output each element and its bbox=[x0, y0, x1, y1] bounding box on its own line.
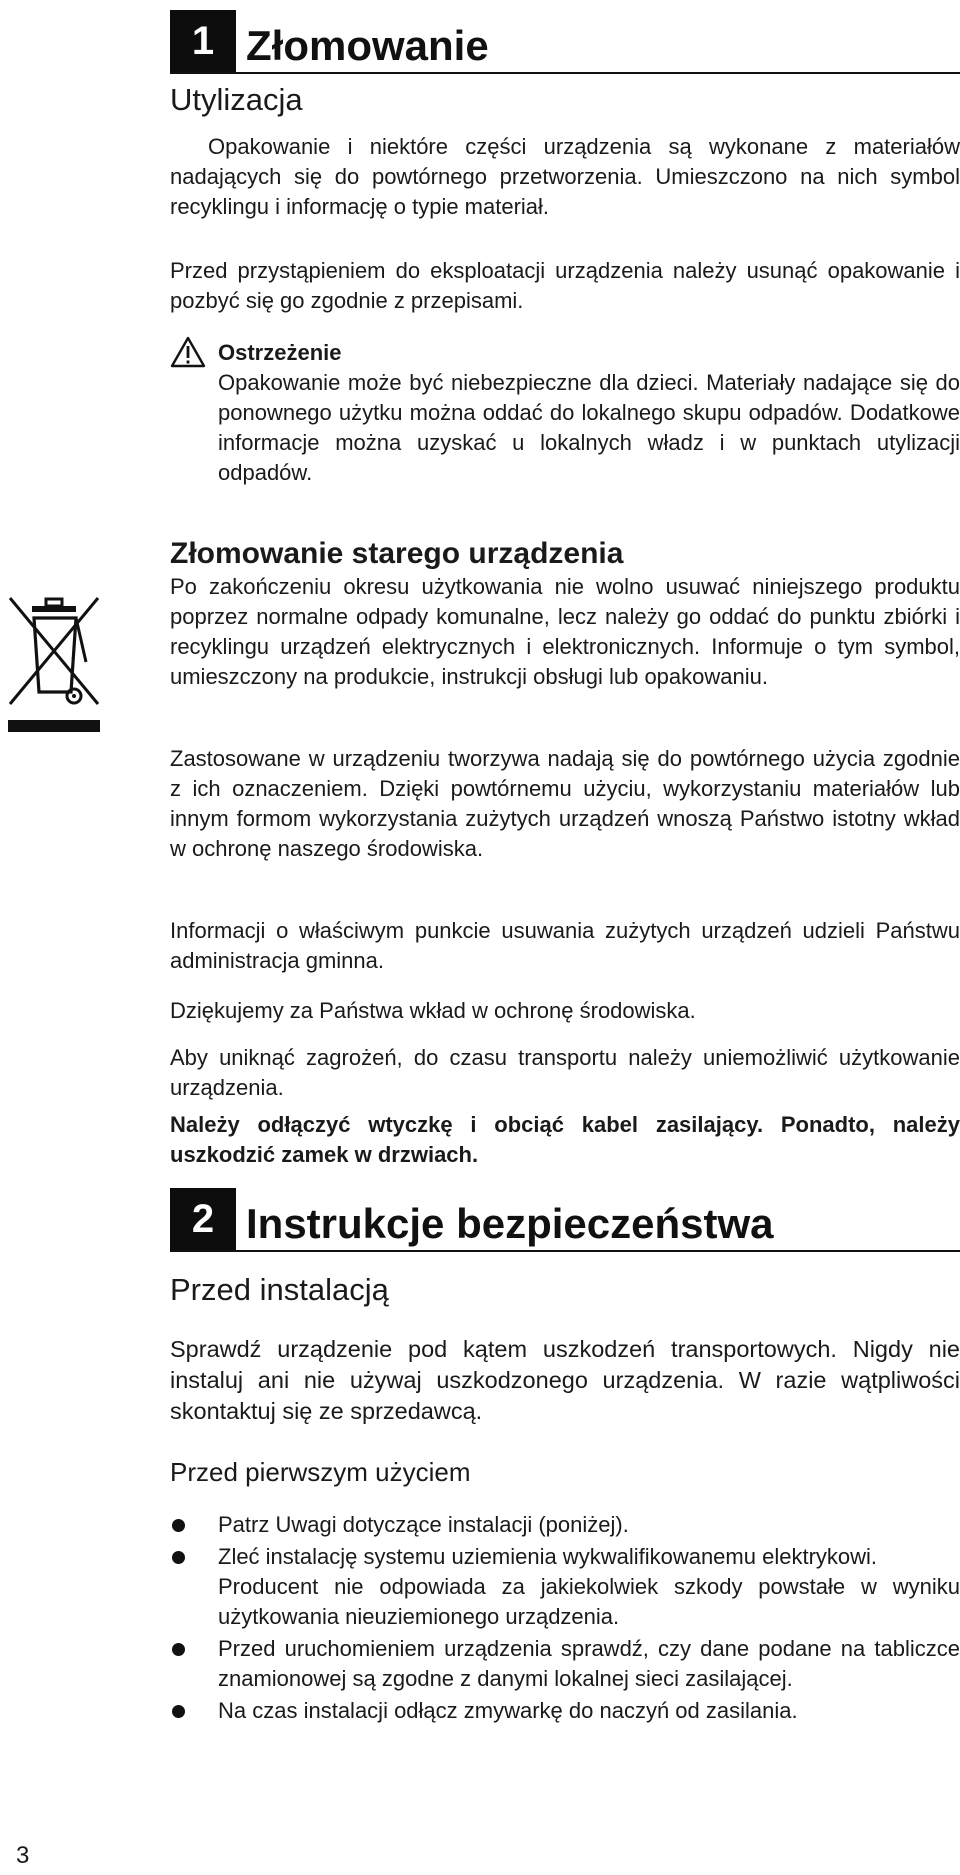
crossed-out-wheelie-bin-icon bbox=[6, 592, 102, 742]
bullet-dot-icon bbox=[172, 1551, 185, 1564]
list-item: Patrz Uwagi dotyczące instalacji (poniżej). bbox=[170, 1510, 960, 1540]
section-heading-before-first-use: Przed pierwszym użyciem bbox=[170, 1457, 471, 1487]
paragraph: Aby uniknąć zagrożeń, do czasu transportu należy uniemożliwić użytkowanie urządzenia. bbox=[170, 1045, 960, 1100]
warning-triangle-icon bbox=[170, 336, 206, 368]
paragraph: Opakowanie i niektóre części urządzenia są wykonane z materiałów nadających się do powtórnego przetworzenia. Umieszczono na nich symbol recyklingu i informację o typie materiał. bbox=[170, 134, 960, 219]
section-heading-before-install: Przed instalacją bbox=[170, 1272, 389, 1307]
paragraph: Przed przystąpieniem do eksploatacji urządzenia należy usunąć opakowanie i pozbyć się go zgodnie z przepisami. bbox=[170, 258, 960, 313]
chapter-title: Instrukcje bezpieczeństwa bbox=[246, 1200, 774, 1247]
paragraph: Sprawdź urządzenie pod kątem uszkodzeń transportowych. Nigdy nie instaluj ani nie używaj uszkodzonego urządzenia. W razie wątpliwości skontaktuj się ze sprzedawcą. bbox=[170, 1336, 960, 1424]
chapter-number: 2 bbox=[170, 1188, 236, 1250]
section-heading-scrapping: Złomowanie starego urządzenia bbox=[170, 537, 624, 570]
chapter-header-2 bbox=[170, 1188, 960, 1252]
bullet-dot-icon bbox=[172, 1519, 185, 1532]
paragraph: Dziękujemy za Państwa wkład w ochronę środowiska. bbox=[170, 998, 696, 1023]
bullet-dot-icon bbox=[172, 1643, 185, 1656]
bold-paragraph: Należy odłączyć wtyczkę i obciąć kabel zasilający. Ponadto, należy uszkodzić zamek w drzwiach. bbox=[170, 1112, 960, 1167]
page-number: 3 bbox=[16, 1842, 30, 1869]
list-item: Na czas instalacji odłącz zmywarkę do naczyń od zasilania. bbox=[170, 1696, 960, 1726]
list-item: Przed uruchomieniem urządzenia sprawdź, czy dane podane na tabliczce znamionowej są zgodne z danymi lokalnej sieci zasilającej. bbox=[170, 1634, 960, 1694]
list-item: Zleć instalację systemu uziemienia wykwalifikowanemu elektrykowi. Producent nie odpowiada za jakiekolwiek szkody powstałe w wyniku użytkowania nieuziemionego urządzenia. bbox=[170, 1542, 960, 1632]
paragraph: Po zakończeniu okresu użytkowania nie wolno usuwać niniejszego produktu poprzez normalne odpady komunalne, lecz należy go oddać do punktu zbiórki i recyklingu urządzeń elektrycznych i elektronicznych. Informuje o tym symbol, umieszczony na produkcie, instrukcji obsługi lub opakowaniu. bbox=[170, 574, 960, 689]
paragraph: Informacji o właściwym punkcie usuwania zużytych urządzeń udzieli Państwu administracja gminna. bbox=[170, 918, 960, 973]
bullet-list bbox=[170, 1510, 960, 1728]
warning-title: Ostrzeżenie bbox=[218, 340, 342, 365]
section-heading-utylizacja: Utylizacja bbox=[170, 82, 303, 117]
chapter-title: Złomowanie bbox=[246, 22, 489, 69]
bullet-dot-icon bbox=[172, 1705, 185, 1718]
chapter-header-1 bbox=[170, 10, 960, 74]
warning-text: Opakowanie może być niebezpieczne dla dzieci. Materiały nadające się do ponownego użytku można oddać do lokalnego skupu odpadów. Dodatkowe informacje można uzyskać u lokalnych władz i w punktach utylizacji odpadów. bbox=[218, 370, 960, 485]
paragraph: Zastosowane w urządzeniu tworzywa nadają się do powtórnego użycia zgodnie z ich oznaczeniem. Dzięki powtórnemu użyciu, wykorzystaniu materiałów lub innym formom wykorzystania zużytych urządzeń wnoszą Państwo istotny wkład w ochronę naszego środowiska. bbox=[170, 746, 960, 861]
chapter-number: 1 bbox=[170, 10, 236, 72]
